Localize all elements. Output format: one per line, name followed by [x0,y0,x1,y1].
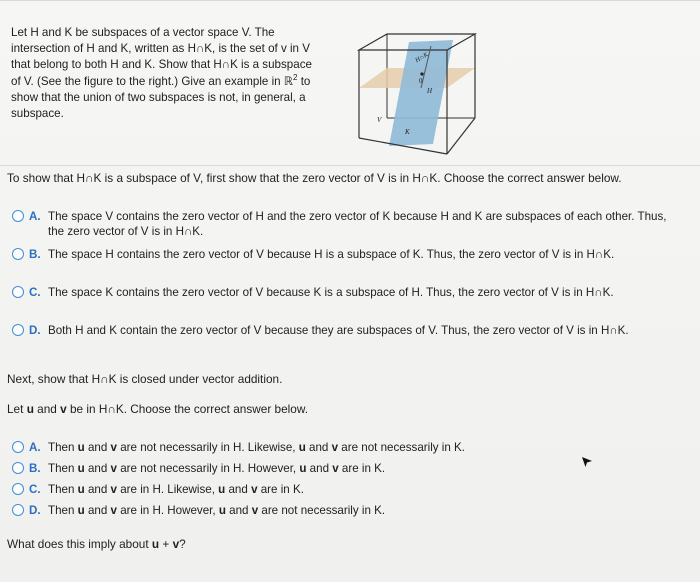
q2-option-c-letter: C. [29,483,41,496]
q2-option-d-radio[interactable] [12,504,24,516]
q2c-p1: Then [48,483,78,496]
q2b-p2: and [84,462,111,475]
q2a-p1: Then [48,441,78,454]
q2a-v: v [110,441,117,454]
q3-prompt-plus: + [159,537,173,551]
q2c-p3: are in H. Likewise, [117,483,219,496]
problem-line-4b: to [297,74,311,88]
q3-prompt-end: ? [179,537,186,551]
question2-prompt [7,402,308,417]
question1-prompt: To show that H∩K is a subspace of V, first show that the zero vector of V is in H∩K. Choose the correct answer below. [7,171,622,185]
q2c-u: u [77,483,85,496]
mouse-cursor-icon [580,455,594,469]
q2c-v: v [110,483,117,496]
q1-option-a-text: The space V contains the zero vector of H and the zero vector of K because H and K are subspaces of each other. Thus, the zero vector of V is in H∩K. [48,210,667,239]
q1-option-c-letter: C. [29,286,41,299]
q2-option-b-radio[interactable] [12,462,24,474]
q2-prompt-u: u [26,402,34,416]
section-divider [0,165,700,166]
q2d-u2: u [218,504,226,517]
q2a-p2: and [84,441,111,454]
q2d-p1: Then [48,504,78,517]
r2-exponent: 2 [293,72,298,82]
problem-line-1: Let H and K be subspaces of a vector space V. The [11,26,275,39]
q2-option-c-radio[interactable] [12,483,24,495]
label-h-intersect-k: H∩K [414,51,430,65]
q2-option-d-letter: D. [29,504,41,517]
q1-option-c-radio[interactable] [12,286,24,298]
q2d-p5: are not necessarily in K. [258,504,386,517]
q1-option-d-letter: D. [29,324,41,337]
q2c-v2: v [251,483,258,496]
label-v: V [377,116,382,124]
q2-prompt-v: v [60,402,67,416]
q1-option-b-text: The space H contains the zero vector of V because H is a subspace of K. Thus, the zero vector of V is in H∩K. [48,248,615,261]
label-zero: 0 [419,77,423,85]
q2-option-a-radio[interactable] [12,441,24,453]
q2d-p3: are in H. However, [117,504,219,517]
label-h: H [427,87,433,95]
problem-line-6: subspace. [11,107,64,121]
q2-prompt-b: and [33,402,61,416]
q2-option-a-text [48,440,680,455]
q1-option-a-radio[interactable] [12,210,24,222]
q2c-p5: are in K. [257,483,304,496]
problem-line-3: that belong to both H and K. Show that H∩K is a subspace [11,58,312,72]
q3-prompt-v: v [172,537,180,551]
q2c-p4: and [225,483,252,496]
q2b-v: v [110,462,117,475]
question2-intro: Next, show that H∩K is closed under vector addition. [7,372,283,386]
q2c-u2: u [218,483,226,496]
q2-prompt-a: Let [7,402,27,416]
problem-line-4 [11,74,356,90]
q2-option-b-letter: B. [29,462,41,475]
q2a-v2: v [331,441,339,454]
q2-prompt-c: be in H∩K. Choose the correct answer below. [66,402,308,416]
q2a-u2: u [298,441,306,454]
q2-option-a-letter: A. [29,441,41,454]
q2d-v: v [110,504,117,517]
q2b-p3: are not necessarily in H. However, [117,462,300,475]
question3-prompt [7,537,186,552]
q1-option-d-text: Both H and K contain the zero vector of V because they are subspaces of V. Thus, the zero vector of V is in H∩K. [48,324,629,337]
q2c-p2: and [84,483,111,496]
q2d-p2: and [84,504,111,517]
q2b-p1: Then [48,462,78,475]
q1-option-d-radio[interactable] [12,324,24,336]
q2b-p4: and [306,462,333,475]
problem-statement [11,25,356,122]
q1-option-a-letter: A. [29,210,41,223]
q2b-p5: are in K. [338,462,386,475]
q1-option-b-letter: B. [29,248,41,261]
problem-line-4a: of V. (See the figure to the right.) Give an example in ℝ [11,74,294,88]
q2b-u: u [77,462,85,475]
origin-dot [420,72,423,75]
q2a-p5: are not necessarily in K. [338,441,466,454]
q2b-v2: v [332,462,339,475]
q2d-p4: and [225,504,252,517]
q2a-u: u [77,441,85,454]
q1-option-b-radio[interactable] [12,248,24,260]
problem-line-5: show that the union of two subspaces is not, in general, a [11,90,306,104]
q2-option-d-text [48,503,680,518]
top-divider [0,0,700,1]
q1-option-c-text: The space K contains the zero vector of V because K is a subspace of H. Thus, the zero vector of V is in H∩K. [48,286,614,299]
problem-line-2: intersection of H and K, written as H∩K, is the set of v in V [11,42,310,56]
label-k: K [405,128,410,136]
q3-prompt-a: What does this imply about [7,537,152,551]
q3-prompt-u: u [151,537,160,551]
q2b-u2: u [299,462,307,475]
q2a-p3: are not necessarily in H. Likewise, [117,441,299,454]
q2a-p4: and [305,441,332,454]
subspace-figure [355,30,477,160]
q2d-u: u [77,504,85,517]
q2-option-c-text [48,482,680,497]
q2d-v2: v [251,504,259,517]
